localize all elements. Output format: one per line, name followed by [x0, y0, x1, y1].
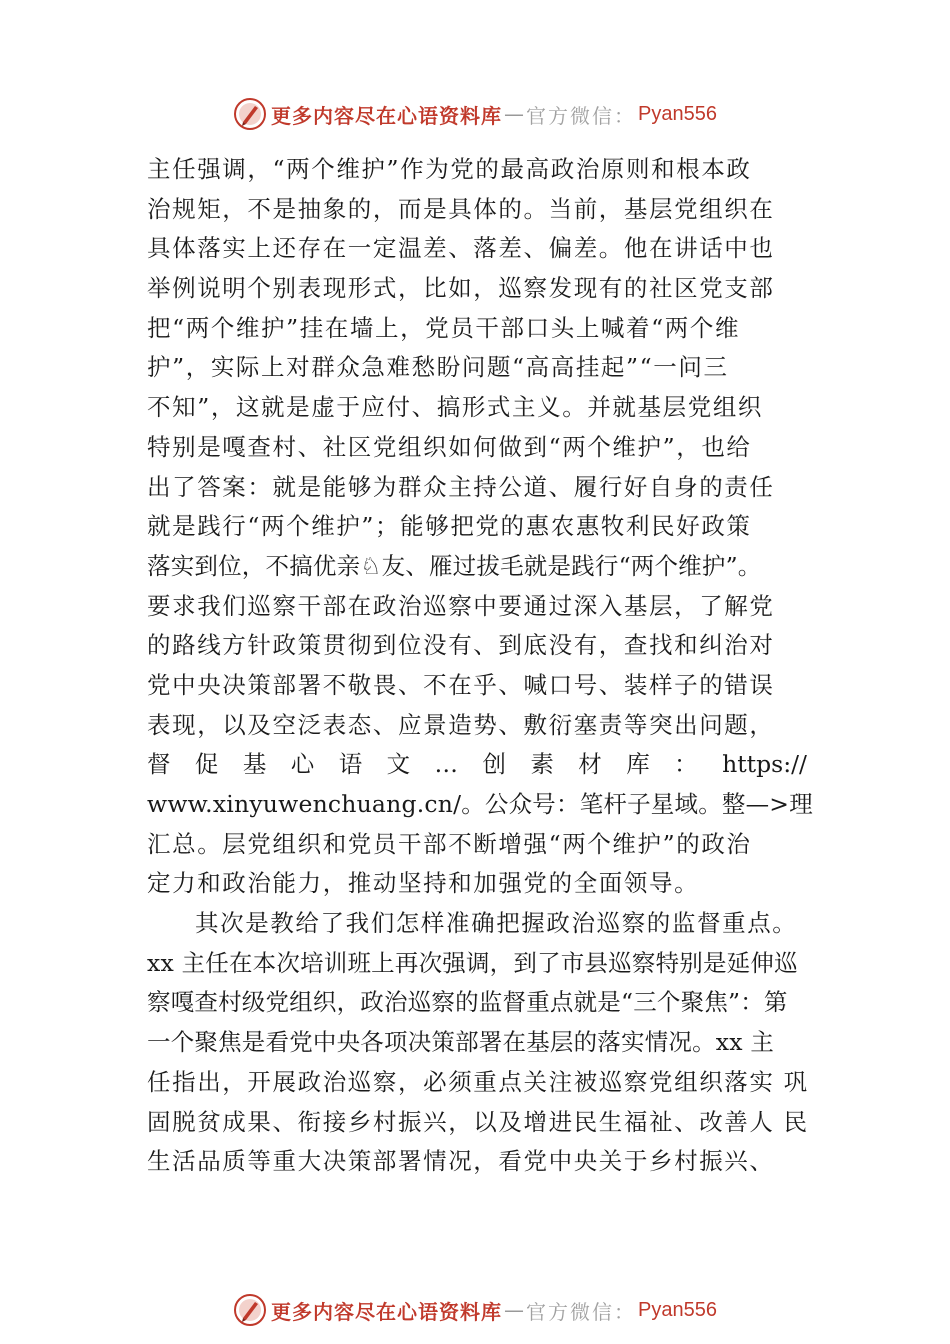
text-line: 护”，实际上对群众急难愁盼问题“高高挂起”“一问三 [147, 353, 729, 382]
spread-char: 心 [290, 750, 315, 779]
text-line: 的路线方针政策贯彻到位没有、到底没有，查找和纠治对 [147, 631, 775, 660]
text-line: 一个聚焦是看党中央各项决策部署在基层的落实情况。xx 主 [147, 1028, 775, 1057]
header-banner [0, 94, 950, 134]
spread-char: ： [674, 750, 698, 779]
spread-char: 促 [194, 750, 219, 779]
wechat-id: Pyan556 [638, 102, 717, 125]
text-line: 要求我们巡察干部在政治巡察中要通过深入基层，了解党 [147, 591, 775, 620]
text-line: 出了答案：就是能够为群众主持公道、履行好自身的责任 [147, 472, 775, 501]
spread-char: 基 [242, 750, 267, 779]
document-body [147, 150, 813, 1182]
spread-char: … [434, 750, 459, 779]
banner-dash: — [504, 102, 525, 126]
text-line: 特别是嘎查村、社区党组织如何做到“两个维护”，也给 [147, 432, 752, 461]
text-line: 举例说明个别表现形式，比如，巡察发现有的社区党支部 [147, 274, 775, 303]
spread-char: 材 [578, 750, 602, 779]
text-line: 任指出，开展政治巡察，必须重点关注被巡察党组织落实 巩 [147, 1067, 809, 1096]
text-line: 就是践行“两个维护”；能够把党的惠农惠牧利民好政策 [147, 512, 752, 541]
text-line: 生活品质等重大决策部署情况，看党中央关于乡村振兴、 [147, 1147, 775, 1176]
pen-logo-icon [233, 1293, 267, 1327]
banner-dash: — [504, 1298, 525, 1322]
pen-logo-icon [233, 97, 267, 131]
text-line: 主任强调，“两个维护”作为党的最高政治原则和根本政 [147, 155, 752, 183]
library-name: 更多内容尽在心语资料库 [271, 1299, 503, 1324]
text-line: 治规矩，不是抽象的，而是具体的。当前，基层党组织在 [147, 194, 775, 223]
text-line: 表现，以及空泛表态、应景造势、敷衍塞责等突出问题， [147, 710, 775, 739]
text-line: 察嘎查村级党组织，政治巡察的监督重点就是“三个聚焦”：第 [147, 988, 788, 1017]
text-line: 不知”，这就是虚于应付、搞形式主义。并就基层党组织 [147, 393, 764, 422]
text-line: 具体落实上还存在一定温差、落差、偏差。他在讲话中也 [147, 234, 775, 263]
spread-char: https:// [722, 750, 807, 779]
text-line: xx 主任在本次培训班上再次强调，到了市县巡察特别是延伸巡 [147, 948, 798, 977]
text-line: 落实到位，不搞优亲♘友、雁过拔毛就是践行“两个维护”。 [147, 551, 762, 580]
wechat-label: 官方微信： [526, 1299, 637, 1324]
text-line: www.xinyuwenchuang.cn/。公众号：笔杆子星域。整—>理 [147, 790, 813, 818]
paragraph-first-line: 其次是教给了我们怎样准确把握政治巡察的监督重点。 [195, 909, 798, 938]
footer-banner [0, 1290, 950, 1330]
spread-char: 素 [530, 750, 554, 779]
wechat-id: Pyan556 [638, 1298, 717, 1321]
library-name: 更多内容尽在心语资料库 [271, 103, 503, 128]
text-line: 固脱贫成果、衔接乡村振兴，以及增进民生福祉、改善人 民 [147, 1107, 809, 1136]
spread-char: 创 [482, 750, 506, 779]
text-line: 定力和政治能力，推动坚持和加强党的全面领导。 [147, 869, 700, 898]
spread-text-line [147, 745, 807, 785]
text-line: 党中央决策部署不敬畏、不在乎、喊口号、装样子的错误 [147, 670, 775, 699]
spread-char: 文 [386, 750, 411, 779]
spread-char: 督 [147, 750, 171, 779]
text-line: 把“两个维护”挂在墙上，党员干部口头上喊着“两个维 [147, 313, 741, 342]
spread-char: 语 [338, 750, 363, 779]
spread-char: 库 [626, 750, 650, 779]
text-line: 汇总。层党组织和党员干部不断增强“两个维护”的政治 [147, 829, 752, 858]
wechat-label: 官方微信： [526, 103, 637, 128]
